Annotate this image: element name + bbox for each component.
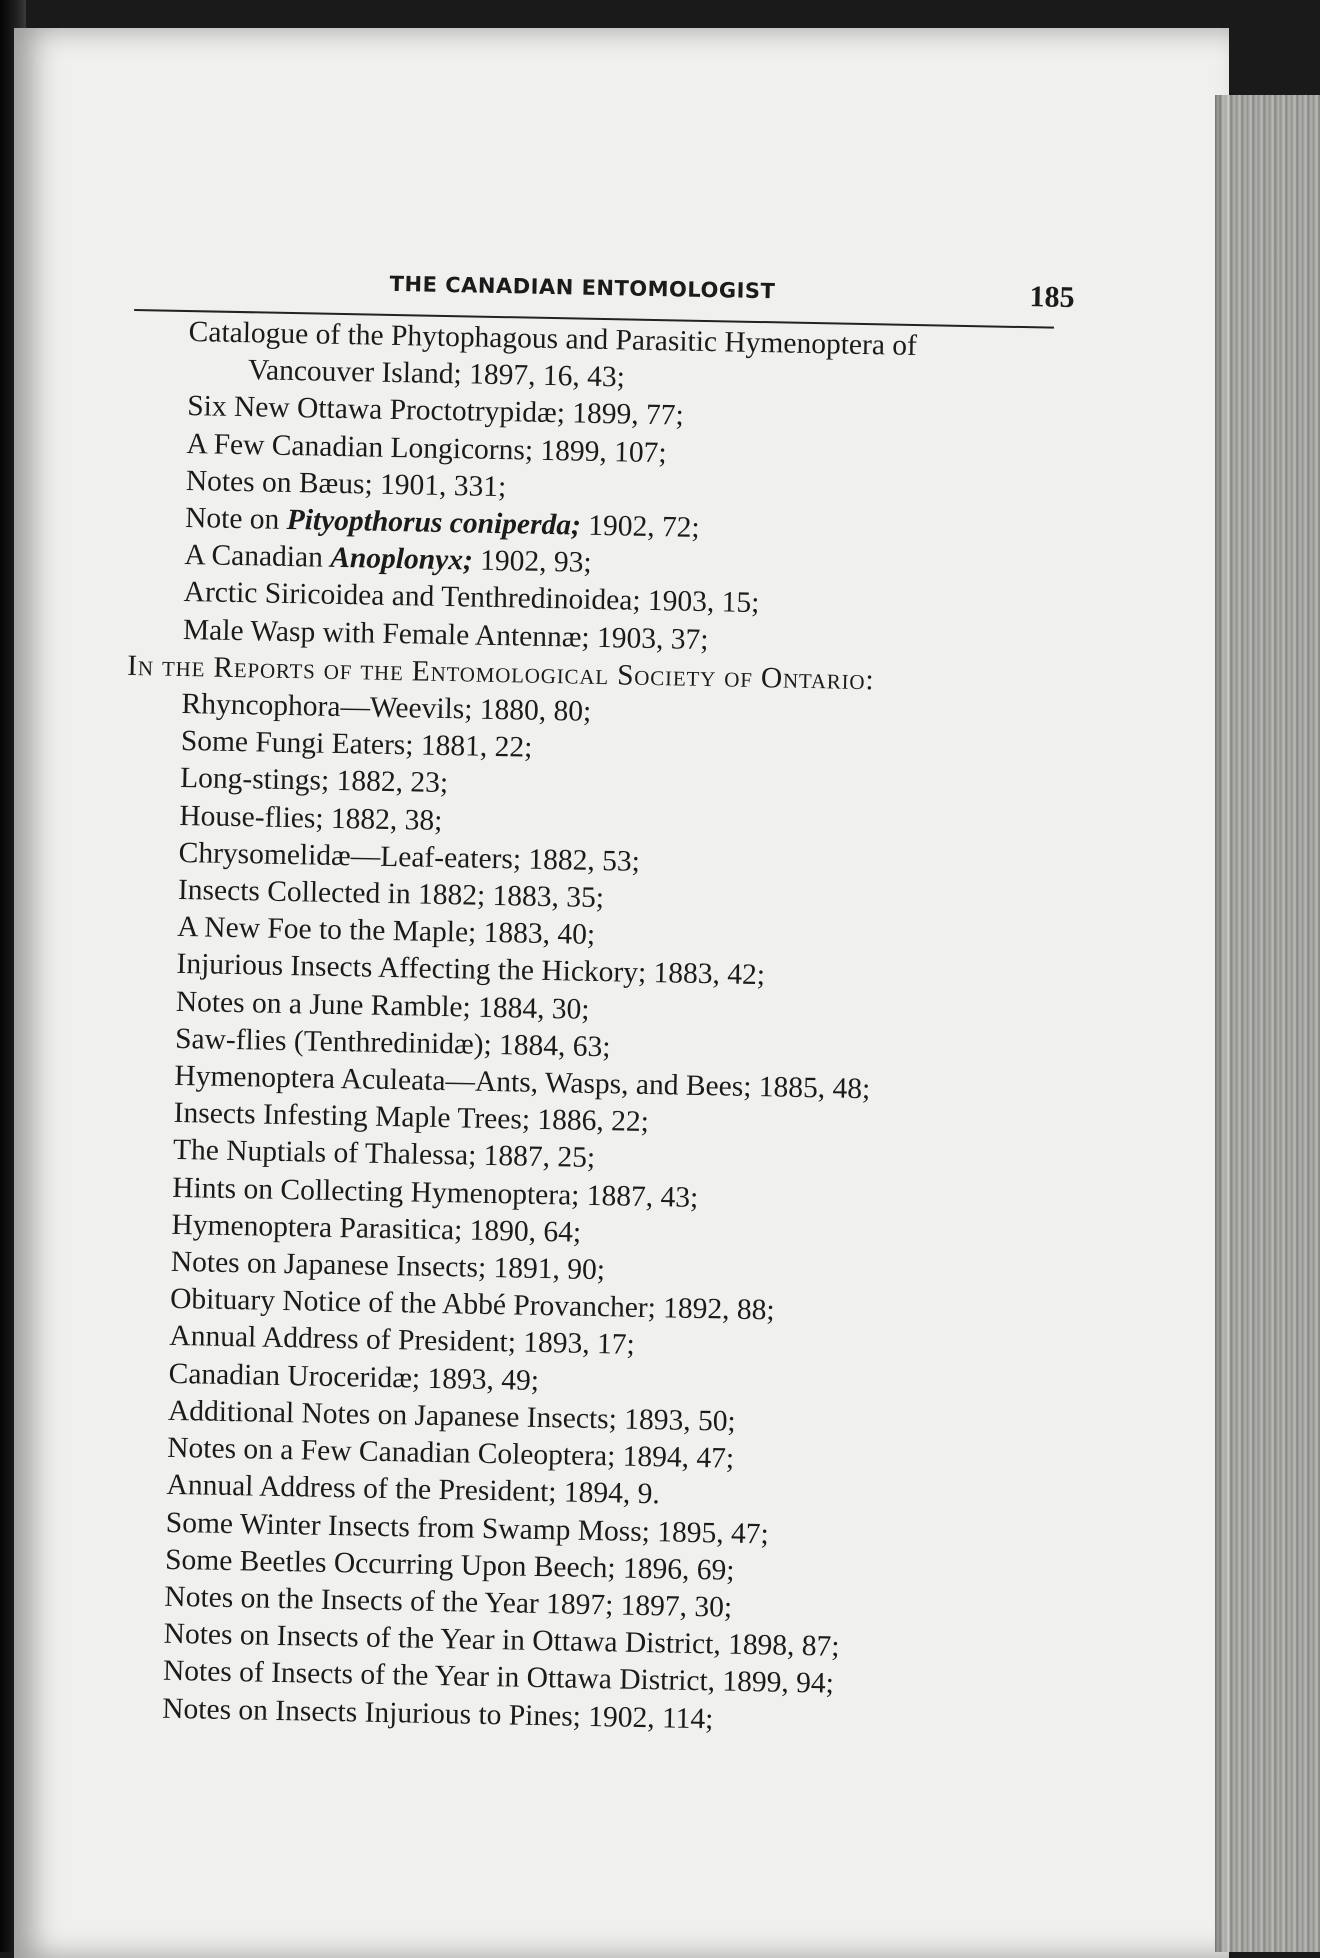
entry-italic-title: Anoplonyx; — [329, 542, 474, 577]
entry-suffix: 1902, 93; — [472, 544, 592, 580]
list-item: Notes on a June Ramble; 1884, 30; — [175, 985, 590, 1026]
list-item: Male Wasp with Female Antennæ; 1903, 37; — [182, 613, 709, 656]
text-block — [107, 265, 1075, 1744]
list-item: Some Winter Insects from Swamp Moss; 1895, 47; — [165, 1506, 770, 1550]
list-item: Hymenoptera Aculeata—Ants, Wasps, and Bees; 1885, 48; — [174, 1059, 871, 1106]
page-number: 185 — [1029, 280, 1075, 315]
list-item: Additional Notes on Japanese Insects; 1893, 50; — [167, 1394, 736, 1438]
list-item: Rhyncophora—Weevils; 1880, 80; — [181, 688, 592, 728]
list-item: Saw-flies (Tenthredinidæ); 1884, 63; — [174, 1022, 611, 1064]
list-item: Six New Ottawa Proctotrypidæ; 1899, 77; — [186, 390, 685, 432]
list-item: House-flies; 1882, 38; — [179, 799, 443, 837]
entry-prefix: A Canadian — [184, 539, 331, 575]
list-item: Chrysomelidæ—Leaf-eaters; 1882, 53; — [178, 836, 641, 878]
list-item: Insects Infesting Maple Trees; 1886, 22; — [173, 1097, 650, 1139]
list-item: Notes on Japanese Insects; 1891, 90; — [170, 1245, 606, 1287]
page-edges — [1215, 95, 1320, 1952]
list-item: Canadian Uroceridæ; 1893, 49; — [168, 1357, 540, 1397]
list-item: A Few Canadian Longicorns; 1899, 107; — [186, 427, 667, 469]
list-item: Hints on Collecting Hymenoptera; 1887, 43; — [171, 1171, 699, 1214]
list-item: Notes on a Few Canadian Coleoptera; 1894, 47; — [166, 1431, 735, 1475]
list-item: A New Foe to the Maple; 1883, 40; — [176, 911, 596, 952]
list-item: The Nuptials of Thalessa; 1887, 25; — [172, 1134, 596, 1175]
list-item: Some Beetles Occurring Upon Beech; 1896, 69; — [164, 1543, 735, 1587]
list-item: Hymenoptera Parasitica; 1890, 64; — [171, 1208, 582, 1249]
list-item: Arctic Siricoidea and Tenthredinoidea; 1903, 15; — [183, 576, 760, 620]
list-item: Injurious Insects Affecting the Hickory; 1883, 42; — [176, 948, 766, 992]
page-edge-shadow — [1215, 95, 1225, 1952]
list-item: Long-stings; 1882, 23; — [179, 762, 449, 800]
bibliography-list — [107, 313, 1064, 1744]
list-item: Obituary Notice of the Abbé Provancher; 1892, 88; — [169, 1283, 775, 1327]
list-item: Notes on the Insects of the Year 1897; 1897, 30; — [164, 1580, 733, 1624]
entry-italic-title: Pityopthorus coniperda; — [286, 503, 582, 542]
section-heading: In the Reports of the Entomological Society of Ontario: — [126, 649, 875, 697]
list-item: Some Fungi Eaters; 1881, 22; — [180, 725, 533, 764]
list-item: Catalogue of the Phytophagous and Parasitic Hymenoptera of — [188, 316, 918, 363]
list-item: Insects Collected in 1882; 1883, 35; — [177, 873, 605, 915]
entry-suffix: 1902, 72; — [580, 509, 700, 544]
list-item: Notes on Bæus; 1901, 331; — [185, 464, 507, 503]
entry-prefix: Note on — [184, 502, 288, 536]
list-item: Annual Address of President; 1893, 17; — [169, 1320, 636, 1362]
list-item: Notes on Insects of the Year in Ottawa District, 1898, 87; — [163, 1617, 840, 1663]
list-item: Annual Address of the President; 1894, 9. — [166, 1469, 661, 1511]
list-item: Notes on Insects Injurious to Pines; 1902, 114; — [161, 1692, 714, 1735]
running-head: THE CANADIAN ENTOMOLOGIST — [389, 271, 776, 304]
list-item-continuation: Vancouver Island; 1897, 16, 43; — [247, 354, 626, 394]
list-item: Notes of Insects of the Year in Ottawa District, 1899, 94; — [162, 1655, 835, 1700]
